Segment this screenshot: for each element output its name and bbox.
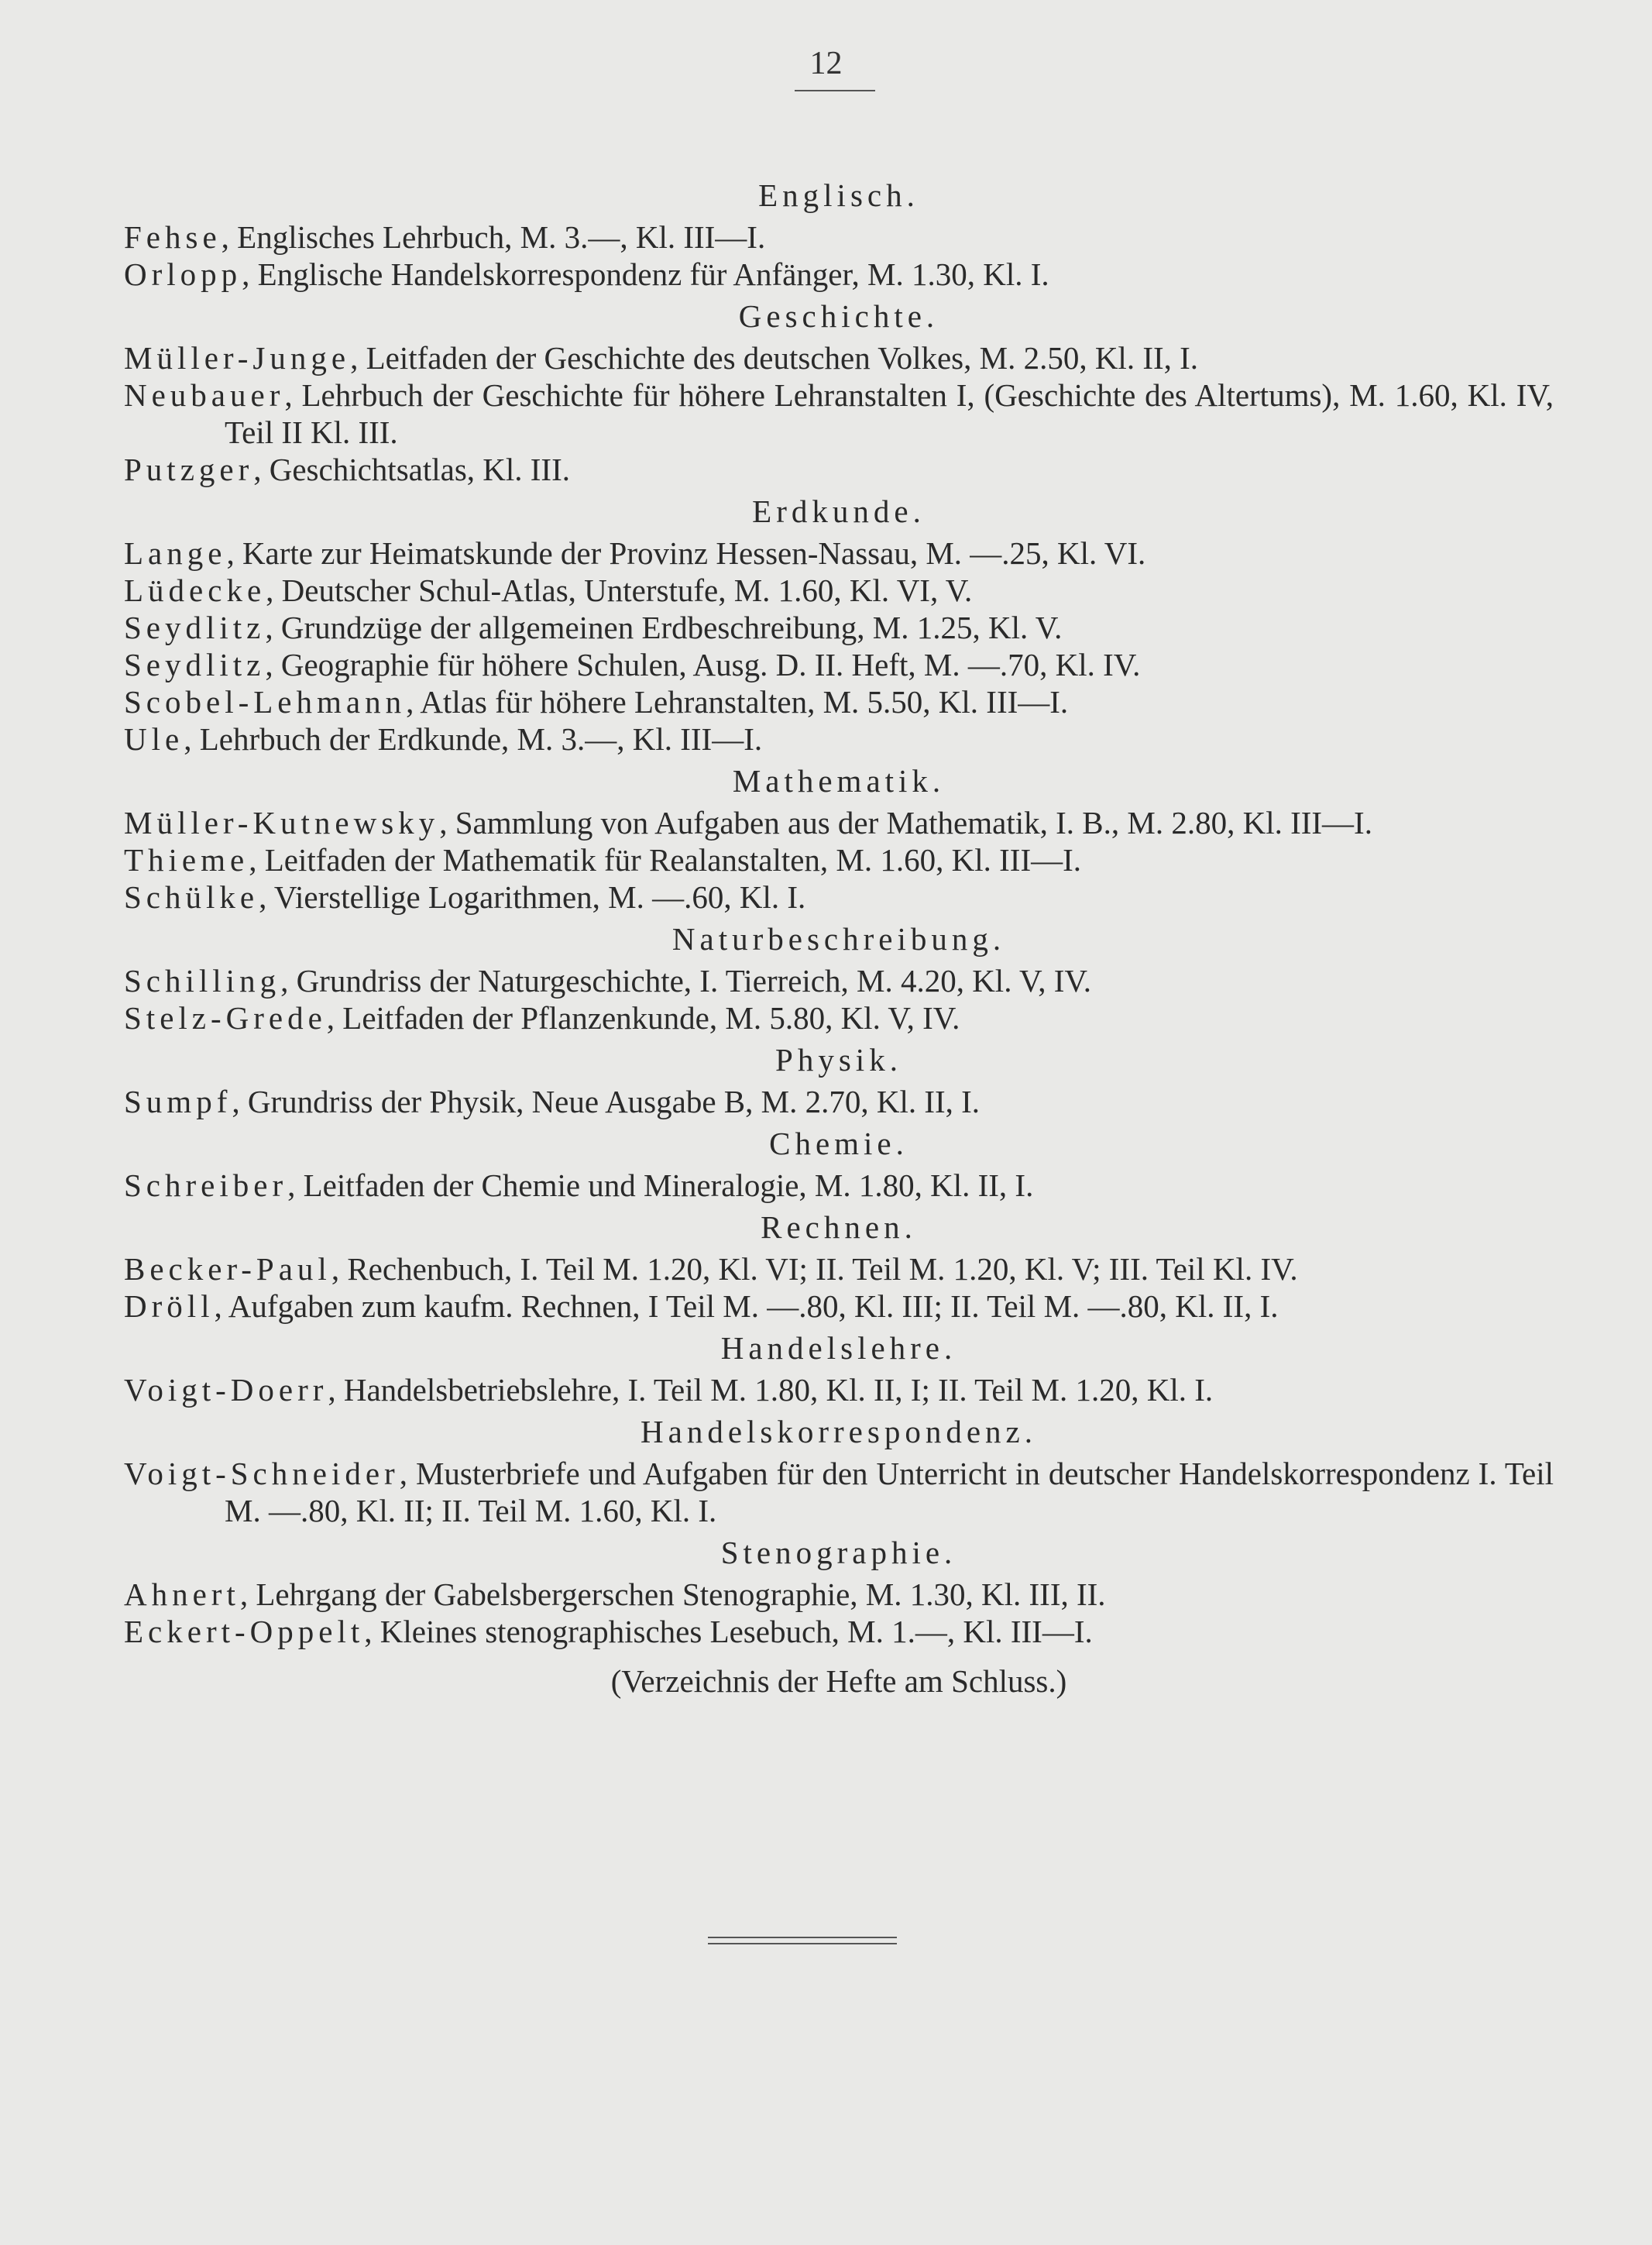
section-heading: Stenographie.: [720, 1535, 957, 1570]
entry-author: Orlopp: [124, 256, 242, 292]
entry-author: Voigt-Schneider: [124, 1456, 400, 1491]
entry-details: , Deutscher Schul-Atlas, Unterstufe, M. 1.60, Kl. VI, V.: [266, 572, 973, 608]
book-entry: [124, 804, 1554, 841]
entry-author: Schreiber: [124, 1167, 288, 1203]
entry-details: , Leitfaden der Mathematik für Realanstalten, M. 1.60, Kl. III—I.: [249, 842, 1082, 878]
subject-section: [124, 1529, 1554, 1650]
section-heading: Erdkunde.: [752, 493, 926, 529]
entry-author: Seydlitz: [124, 610, 266, 645]
entry-author: Dröll: [124, 1288, 215, 1324]
book-entry: [124, 720, 1554, 758]
book-entry: [124, 572, 1554, 609]
page-number: 12: [809, 46, 843, 81]
entry-author: Neubauer: [124, 377, 285, 413]
subject-section: [124, 293, 1554, 488]
book-entry: [124, 962, 1554, 999]
section-heading: Naturbeschreibung.: [671, 921, 1006, 957]
section-heading: Handelskorrespondenz.: [641, 1414, 1037, 1449]
subject-section: [124, 1204, 1554, 1325]
section-heading: Geschichte.: [738, 298, 939, 334]
section-heading: Chemie.: [769, 1126, 908, 1161]
section-heading: Rechnen.: [761, 1209, 917, 1245]
section-heading: Mathematik.: [732, 763, 946, 799]
book-entry: [124, 1613, 1554, 1650]
book-entry: [124, 1371, 1554, 1408]
subject-section: [124, 1408, 1554, 1529]
entry-details: , Grundzüge der allgemeinen Erdbeschreibung, M. 1.25, Kl. V.: [265, 610, 1063, 645]
subject-section: [124, 758, 1554, 916]
entry-details: , Lehrbuch der Erdkunde, M. 3.—, Kl. III—I.: [184, 721, 763, 757]
book-entry: [124, 646, 1554, 683]
closing-note: (Verzeichnis der Hefte am Schluss.): [610, 1663, 1067, 1699]
entry-author: Ahnert: [124, 1576, 240, 1612]
entry-details: , Handelsbetriebslehre, I. Teil M. 1.80, Kl. II, I; II. Teil M. 1.20, Kl. I.: [328, 1372, 1214, 1408]
entry-details: , Kleines stenographisches Lesebuch, M. 1.—, Kl. III—I.: [364, 1614, 1093, 1649]
book-entry: [124, 841, 1554, 878]
entry-details: , Leitfaden der Pflanzenkunde, M. 5.80, Kl. V, IV.: [326, 1000, 960, 1036]
book-entry: [124, 683, 1554, 720]
entry-author: Schülke: [124, 879, 259, 915]
subject-section: [124, 172, 1554, 293]
entry-details: , Englisches Lehrbuch, M. 3.—, Kl. III—I.: [221, 219, 766, 255]
subject-section: [124, 488, 1554, 758]
entry-details: , Grundriss der Physik, Neue Ausgabe B, M. 2.70, Kl. II, I.: [232, 1084, 981, 1119]
book-entry: [124, 878, 1554, 916]
book-entry: [124, 999, 1554, 1037]
book-entry: [124, 339, 1554, 376]
entry-author: Thieme: [124, 842, 249, 878]
entry-author: Stelz-Grede: [124, 1000, 327, 1036]
book-entry: [124, 256, 1554, 293]
page-number-rule: [795, 90, 875, 91]
entry-details: , Rechenbuch, I. Teil M. 1.20, Kl. VI; II. Teil M. 1.20, Kl. V; III. Teil Kl. IV.: [331, 1251, 1298, 1287]
book-entry: [124, 376, 1554, 451]
entry-author: Becker-Paul: [124, 1251, 331, 1287]
book-entry: [124, 1576, 1554, 1613]
end-double-rule: [708, 1937, 897, 1944]
entry-author: Fehse: [124, 219, 222, 255]
entry-details: , Musterbriefe und Aufgaben für den Unterricht in deutscher Handelskorrespondenz I. Teil M. —.80, Kl. II; II. Teil M. 1.60, Kl. I.: [225, 1456, 1554, 1528]
entry-details: , Englische Handelskorrespondenz für Anfänger, M. 1.30, Kl. I.: [242, 256, 1049, 292]
entry-author: Müller-Junge: [124, 340, 351, 376]
entry-details: , Sammlung von Aufgaben aus der Mathematik, I. B., M. 2.80, Kl. III—I.: [439, 805, 1372, 841]
section-heading: Englisch.: [758, 177, 919, 213]
book-entry: [124, 1167, 1554, 1204]
entry-details: , Leitfaden der Geschichte des deutschen Volkes, M. 2.50, Kl. II, I.: [350, 340, 1199, 376]
section-heading: Handelslehre.: [720, 1330, 957, 1366]
entry-author: Seydlitz: [124, 647, 266, 682]
book-entry: [124, 451, 1554, 488]
entry-details: , Lehrbuch der Geschichte für höhere Lehranstalten I, (Geschichte des Altertums), M. 1.60, Kl. IV, Teil II Kl. III.: [225, 377, 1554, 450]
entry-details: , Atlas für höhere Lehranstalten, M. 5.50, Kl. III—I.: [406, 684, 1069, 720]
book-entry: [124, 218, 1554, 256]
entry-details: , Leitfaden der Chemie und Mineralogie, M. 1.80, Kl. II, I.: [287, 1167, 1034, 1203]
subject-section: [124, 1037, 1554, 1120]
entry-details: , Geschichtsatlas, Kl. III.: [253, 452, 570, 487]
subject-section: [124, 1325, 1554, 1408]
entry-author: Lüdecke: [124, 572, 266, 608]
entry-author: Voigt-Doerr: [124, 1372, 328, 1408]
entry-details: , Vierstellige Logarithmen, M. —.60, Kl. I.: [259, 879, 806, 915]
entry-author: Putzger: [124, 452, 254, 487]
entry-author: Müller-Kutnewsky: [124, 805, 440, 841]
entry-author: Scobel-Lehmann: [124, 684, 407, 720]
subject-section: [124, 916, 1554, 1037]
book-entry: [124, 1250, 1554, 1288]
book-entry: [124, 535, 1554, 572]
entry-details: , Geographie für höhere Schulen, Ausg. D. II. Heft, M. —.70, Kl. IV.: [265, 647, 1141, 682]
book-entry: [124, 1083, 1554, 1120]
entry-author: Eckert-Oppelt: [124, 1614, 365, 1649]
entry-details: , Lehrgang der Gabelsbergerschen Stenographie, M. 1.30, Kl. III, II.: [239, 1576, 1106, 1612]
entry-details: , Aufgaben zum kaufm. Rechnen, I Teil M. —.80, Kl. III; II. Teil M. —.80, Kl. II, I.: [214, 1288, 1279, 1324]
book-entry: [124, 1288, 1554, 1325]
book-list: [124, 172, 1554, 1704]
section-heading: Physik.: [775, 1042, 902, 1078]
book-entry: [124, 609, 1554, 646]
entry-author: Lange: [124, 535, 227, 571]
subject-section: [124, 1120, 1554, 1204]
book-entry: [124, 1455, 1554, 1529]
entry-details: , Karte zur Heimatskunde der Provinz Hessen-Nassau, M. —.25, Kl. VI.: [226, 535, 1146, 571]
entry-author: Sumpf: [124, 1084, 232, 1119]
entry-details: , Grundriss der Naturgeschichte, I. Tierreich, M. 4.20, Kl. V, IV.: [280, 963, 1091, 999]
entry-author: Ule: [124, 721, 184, 757]
entry-author: Schilling: [124, 963, 281, 999]
